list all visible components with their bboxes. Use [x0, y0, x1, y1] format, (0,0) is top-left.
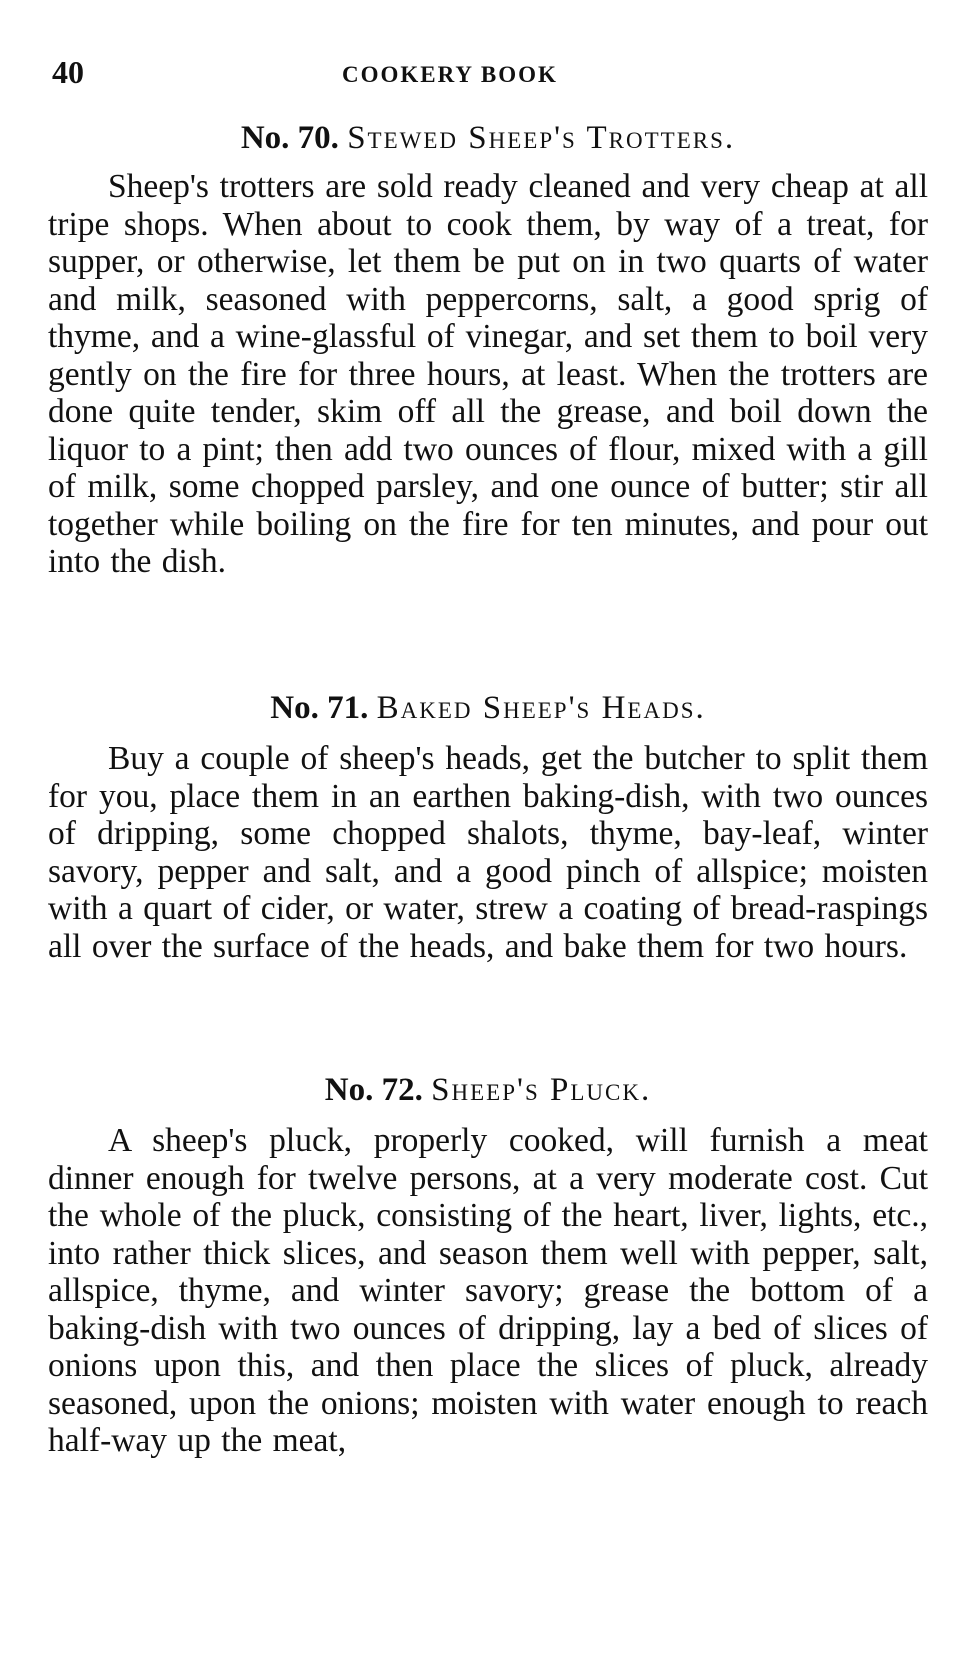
recipe-number: No. 70.: [240, 120, 339, 156]
recipe-title: Baked Sheep's Heads.: [376, 690, 706, 726]
recipe-heading-71: [48, 688, 928, 728]
recipe-title: Stewed Sheep's Trotters.: [347, 120, 736, 156]
recipe-text-71: Buy a couple of sheep's heads, get the butcher to split them for you, place them in an earthen baking-dish, with two ounces of dripping, some chopped shalots, thyme, bay-leaf, winter savory, pepper and salt, and a good pinch of allspice; moisten with a quart of cider, or water, strew a coating of bread-raspings all over the surface of the heads, and bake them for two hours.: [48, 740, 928, 965]
book-title: COOKERY BOOK: [342, 62, 558, 87]
running-head: [52, 52, 932, 96]
recipe-heading-72: [48, 1070, 928, 1110]
recipe-number: No. 72.: [324, 1072, 423, 1108]
recipe-title: Sheep's Pluck.: [431, 1072, 652, 1108]
recipe-heading-70: [48, 118, 928, 158]
recipe-number: No. 71.: [270, 690, 369, 726]
recipe-text-72: A sheep's pluck, properly cooked, will furnish a meat dinner enough for twelve persons, at a very moderate cost. Cut the whole of the pluck, consisting of the heart, liver, lights, etc., into rather thick slices, and season them well with pepper, salt, allspice, thyme, and winter savory; grease the bottom of a baking-dish with two ounces of dripping, lay a bed of slices of onions upon this, and then place the slices of pluck, already seasoned, upon the onions; moisten with water enough to reach half-way up the meat,: [48, 1122, 928, 1459]
page-number: 40: [52, 54, 84, 90]
recipe-text-70: Sheep's trotters are sold ready cleaned and very cheap at all tripe shops. When about to cook them, by way of a treat, for supper, or otherwise, let them be put on in two quarts of water and milk, seasoned with peppercorns, salt, a good sprig of thyme, and a wine-glassful of vinegar, and set them to boil very gently on the fire for three hours, at least. When the trotters are done quite tender, skim off all the grease, and boil down the liquor to a pint; then add two ounces of flour, mixed with a gill of milk, some chopped parsley, and one ounce of butter; stir all together while boiling on the fire for ten minutes, and pour out into the dish.: [48, 168, 928, 580]
